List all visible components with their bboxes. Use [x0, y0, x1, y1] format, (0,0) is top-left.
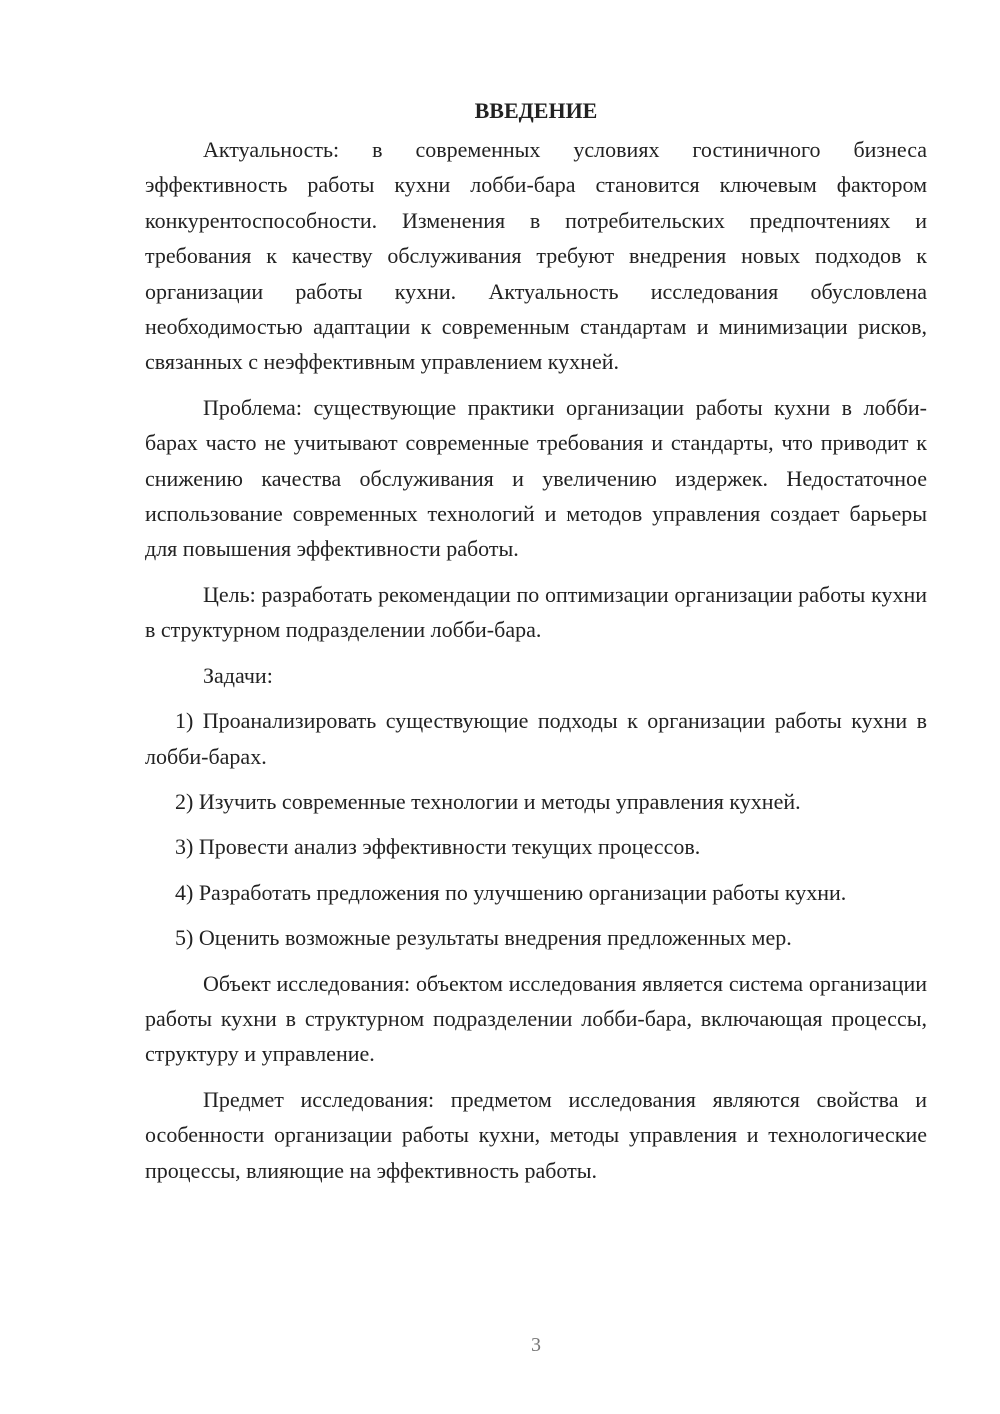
task-item-5: 5) Оценить возможные результаты внедрения предложенных мер. — [175, 925, 792, 951]
page-title: ВВЕДЕНИЕ — [474, 98, 598, 123]
task-item-4: 4) Разработать предложения по улучшению организации работы кухни. — [175, 879, 847, 905]
paragraph-subject: Предмет исследования: предметом исследования являются свойства и особенности организации работы кухни, методы управления и технологические процессы, влияющие на эффективность работы. — [145, 1086, 927, 1183]
page-content — [145, 96, 927, 1198]
paragraph-object: Объект исследования: объектом исследования является система организации работы кухни в структурном подразделении лобби-бара, включающая процессы, структуру и управление. — [145, 970, 927, 1067]
paragraph-relevance: Актуальность: в современных условиях гостиничного бизнеса эффективность работы кухни лобби-бара становится ключевым фактором конкурентоспособности. Изменения в потребительских предпочтениях и требования к качеству обслуживания требуют внедрения новых подходов к организации работы кухни. Актуальность исследования обусловлена необходимостью адаптации к современным стандартам и минимизации рисков, связанных с неэффективным управлением кухней. — [145, 137, 927, 375]
tasks-heading: Задачи: — [203, 662, 273, 688]
paragraph-goal: Цель: разработать рекомендации по оптимизации организации работы кухни в структурном подразделении лобби-бара. — [145, 581, 927, 643]
task-item-2: 2) Изучить современные технологии и методы управления кухней. — [175, 788, 801, 814]
task-item-1: 1) Проанализировать существующие подходы к организации работы кухни в лобби-барах. — [145, 708, 927, 769]
paragraph-problem: Проблема: существующие практики организации работы кухни в лобби-барах часто не учитывают современные требования и стандарты, что приводит к снижению качества обслуживания и увеличению издержек. Недостаточное использование современных технологий и методов управления создает барьеры для повышения эффективности работы. — [145, 394, 927, 562]
page-number: 3 — [531, 1334, 541, 1356]
task-item-3: 3) Провести анализ эффективности текущих процессов. — [175, 834, 701, 860]
